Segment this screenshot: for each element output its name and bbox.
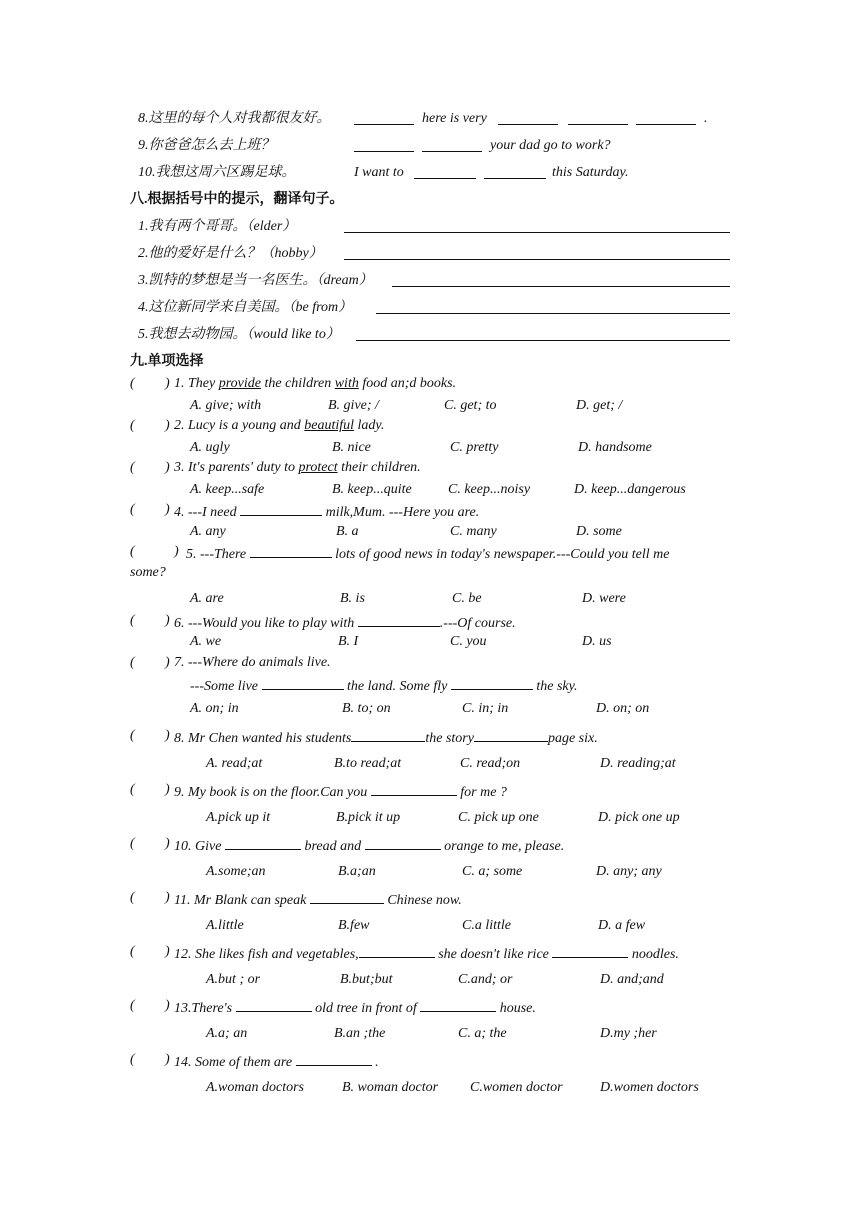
option-d[interactable]: D.women doctors [600,1080,699,1095]
stem-text: 6. ---Would you like to play with [174,616,358,631]
stem-text: 9. My book is on the floor.Can you [174,785,371,800]
option-d[interactable]: D. us [582,634,612,649]
option-a[interactable]: A. ugly [190,440,230,455]
answer-blank[interactable] [420,997,496,1012]
option-b[interactable]: B. to; on [342,701,391,716]
stem-text: 1. They [174,376,219,391]
option-c[interactable]: C.and; or [458,972,513,987]
option-b[interactable]: B.few [338,918,370,933]
option-a[interactable]: A.pick up it [206,810,271,825]
question-stem [174,375,456,393]
option-b[interactable]: B.an ;the [334,1026,386,1041]
option-a[interactable]: A. any [190,524,226,539]
answer-bracket-open: ( [130,502,135,517]
fill-item-8-end: . [704,111,708,126]
blank[interactable] [414,178,476,179]
question-stem [174,835,564,856]
option-d[interactable]: D. on; on [596,701,650,716]
section-8-title: 八.根据括号中的提示，翻译句子。 [130,192,344,207]
stem-text: .---Of course. [439,616,516,631]
option-b[interactable]: B.to read;at [334,756,402,771]
option-d[interactable]: D. a few [598,918,646,933]
option-c[interactable]: C. pretty [450,440,499,455]
stem-text: 13.There's [174,1001,236,1016]
answer-bracket-open: ( [130,836,135,851]
answer-bracket-open: ( [130,890,135,905]
stem-text: old tree in front of [311,1001,421,1016]
fill-item-8-chinese: 8.这里的每个人对我都很友好。 [138,111,331,126]
blank[interactable] [422,151,482,152]
question-stem [174,417,384,435]
answer-bracket-open: ( [130,1052,135,1067]
answer-slot[interactable] [138,1051,162,1069]
blank[interactable] [354,151,414,152]
answer-slot[interactable] [138,417,162,435]
answer-bracket-open: ( [130,544,135,559]
stem-text: 14. Some of them are [174,1055,296,1070]
stem-text: milk,Mum. ---Here you are. [322,505,480,520]
translate-item-5: 5.我想去动物园。（would like to） [138,327,340,342]
answer-bracket-open: ( [130,418,135,433]
answer-bracket-open: ( [130,728,135,743]
stem-text: 4. ---I need [174,505,241,520]
option-b[interactable]: B. nice [332,440,371,455]
underlined-word: provide [218,376,261,391]
answer-bracket-close: ) [174,544,179,559]
option-d[interactable]: D.my ;her [600,1026,657,1041]
answer-bracket-close: ) [165,782,170,797]
option-d[interactable]: D. handsome [578,440,652,455]
underlined-word: beautiful [304,418,355,433]
option-a[interactable]: A. are [190,591,224,606]
option-a[interactable]: A.some;an [206,864,266,879]
option-b[interactable]: B. is [340,591,365,606]
answer-blank[interactable] [296,1051,372,1066]
stem-text: the children [260,376,335,391]
option-d[interactable]: D. some [576,524,622,539]
stem-text: she doesn't like rice [434,947,553,962]
answer-slot[interactable] [138,781,162,799]
answer-slot[interactable] [138,459,162,477]
answer-blank[interactable] [474,727,548,742]
answer-bracket-close: ) [165,418,170,433]
option-a[interactable]: A.a; an [206,1026,248,1041]
stem-text: house. [496,1001,536,1016]
answer-blank[interactable] [310,889,384,904]
option-b[interactable]: B. a [336,524,359,539]
option-b[interactable]: B.a;an [338,864,376,879]
answer-blank[interactable] [371,781,457,796]
option-b[interactable]: B.but;but [340,972,393,987]
option-a[interactable]: A.but ; or [206,972,261,987]
question-stem [174,459,421,477]
answer-bracket-open: ( [130,460,135,475]
question-stem-line2 [190,675,578,696]
answer-bracket-close: ) [165,613,170,628]
answer-bracket-close: ) [165,890,170,905]
answer-blank[interactable] [358,612,440,627]
answer-blank[interactable] [365,835,441,850]
option-a[interactable]: A. give; with [190,398,262,413]
answer-bracket-open: ( [130,782,135,797]
answer-bracket-close: ) [165,655,170,670]
answer-slot[interactable] [138,943,162,961]
question-stem [186,543,730,564]
stem-text: for me ? [456,785,507,800]
answer-slot[interactable] [138,375,162,393]
option-d[interactable]: D. reading;at [600,756,676,771]
answer-slot[interactable] [138,727,162,745]
fill-item-10-english-b: this Saturday. [552,165,629,180]
option-c[interactable]: C.a little [462,918,511,933]
stem-text: 10. Give [174,839,225,854]
option-c[interactable]: C. be [452,591,482,606]
option-a[interactable]: A.little [206,918,244,933]
stem-text: noodles. [628,947,679,962]
stem-text: ---Some live [190,679,262,694]
question-stem [174,889,462,910]
answer-slot[interactable] [138,612,162,630]
option-c[interactable]: C. in; in [462,701,509,716]
answer-blank[interactable] [240,501,322,516]
answer-bracket-close: ) [165,376,170,391]
stem-text: 3. It's parents' duty to [174,460,299,475]
answer-bracket-close: ) [165,836,170,851]
answer-bracket-close: ) [165,728,170,743]
option-d[interactable]: D. and;and [600,972,664,987]
stem-text: the land. Some fly [343,679,451,694]
stem-text: the sky. [532,679,578,694]
answer-bracket-open: ( [130,944,135,959]
option-c[interactable]: C. pick up one [458,810,539,825]
stem-text: their children. [337,460,421,475]
question-stem [174,654,331,672]
option-d[interactable]: D. get; / [576,398,623,413]
option-c[interactable]: C. read;on [460,756,521,771]
blank[interactable] [636,124,696,125]
answer-bracket-close: ) [165,502,170,517]
option-c[interactable]: C. you [450,634,487,649]
answer-blank[interactable] [262,675,344,690]
answer-blank[interactable] [451,675,533,690]
answer-blank[interactable] [351,727,425,742]
answer-bracket-open: ( [130,613,135,628]
fill-item-8-english: here is very [422,111,487,126]
option-a[interactable]: A. on; in [190,701,239,716]
question-stem [174,943,679,964]
question-stem-continued: some? [130,565,166,580]
answer-line[interactable] [356,340,730,341]
underlined-word: protect [298,460,338,475]
answer-line[interactable] [344,232,730,233]
blank[interactable] [484,178,546,179]
question-stem [174,781,507,802]
answer-bracket-close: ) [165,944,170,959]
question-stem [174,727,598,748]
answer-line[interactable] [376,313,730,314]
section-9-title: 九.单项选择 [130,354,204,369]
answer-bracket-close: ) [165,998,170,1013]
translate-item-4: 4.这位新同学来自美国。（be from） [138,300,353,315]
blank[interactable] [568,124,628,125]
answer-slot[interactable] [138,835,162,853]
answer-blank[interactable] [250,543,332,558]
option-b[interactable]: B. give; / [328,398,379,413]
option-d[interactable]: D. pick one up [598,810,680,825]
answer-bracket-close: ) [165,1052,170,1067]
stem-text: Chinese now. [383,893,462,908]
option-d[interactable]: D. were [582,591,626,606]
question-stem [174,501,479,522]
answer-bracket-open: ( [130,998,135,1013]
blank[interactable] [498,124,558,125]
option-c[interactable]: C. many [450,524,497,539]
option-b[interactable]: B. keep...quite [332,482,412,497]
question-stem [174,997,536,1018]
stem-text: 11. Mr Blank can speak [174,893,310,908]
stem-text: 7. ---Where do animals live. [174,655,331,670]
translate-item-3: 3.凯特的梦想是当一名医生。（dream） [138,273,373,288]
blank[interactable] [354,124,414,125]
stem-text: bread and [300,839,365,854]
stem-text: lady. [354,418,385,433]
answer-bracket-open: ( [130,655,135,670]
stem-text: the story [425,731,474,746]
answer-bracket-open: ( [130,376,135,391]
option-d[interactable]: D. any; any [596,864,662,879]
question-stem [174,612,516,633]
answer-slot[interactable] [138,543,162,561]
option-c[interactable]: C. a; the [458,1026,507,1041]
stem-text: 2. Lucy is a young and [174,418,305,433]
option-b[interactable]: B. woman doctor [342,1080,439,1095]
answer-bracket-close: ) [165,460,170,475]
stem-text: 12. She likes fish and vegetables, [174,947,359,962]
stem-text: 5. ---There [186,547,250,562]
option-b[interactable]: B.pick it up [336,810,401,825]
option-c[interactable]: C.women doctor [470,1080,563,1095]
fill-item-10-chinese: 10.我想这周六区踢足球。 [138,165,296,180]
stem-text: . [371,1055,379,1070]
option-c[interactable]: C. a; some [462,864,523,879]
answer-slot[interactable] [138,501,162,519]
stem-text: page six. [547,731,598,746]
fill-item-9-english: your dad go to work? [490,138,611,153]
answer-slot[interactable] [138,889,162,907]
option-a[interactable]: A.woman doctors [206,1080,304,1095]
fill-item-10-english-a: I want to [354,165,404,180]
option-c[interactable]: C. keep...noisy [448,482,531,497]
translate-item-2: 2.他的爱好是什么？（hobby） [138,246,323,261]
stem-text: orange to me, please. [440,839,565,854]
answer-line[interactable] [392,286,730,287]
option-d[interactable]: D. keep...dangerous [574,482,686,497]
translate-item-1: 1.我有两个哥哥。（elder） [138,219,297,234]
option-a[interactable]: A. read;at [206,756,263,771]
answer-blank[interactable] [552,943,628,958]
fill-item-9-chinese: 9.你爸爸怎么去上班？ [138,138,275,153]
stem-text: 8. Mr Chen wanted his students [174,731,352,746]
option-b[interactable]: B. I [338,634,359,649]
option-a[interactable]: A. we [190,634,222,649]
option-a[interactable]: A. keep...safe [190,482,265,497]
option-c[interactable]: C. get; to [444,398,497,413]
answer-blank[interactable] [225,835,301,850]
answer-line[interactable] [344,259,730,260]
answer-blank[interactable] [236,997,312,1012]
answer-slot[interactable] [138,997,162,1015]
answer-slot[interactable] [138,654,162,672]
stem-text: lots of good news in today's newspaper.---Could you tell me [331,547,670,562]
underlined-word: with [334,376,359,391]
stem-text: food an;d books. [358,376,457,391]
answer-blank[interactable] [359,943,435,958]
question-stem [174,1051,379,1072]
